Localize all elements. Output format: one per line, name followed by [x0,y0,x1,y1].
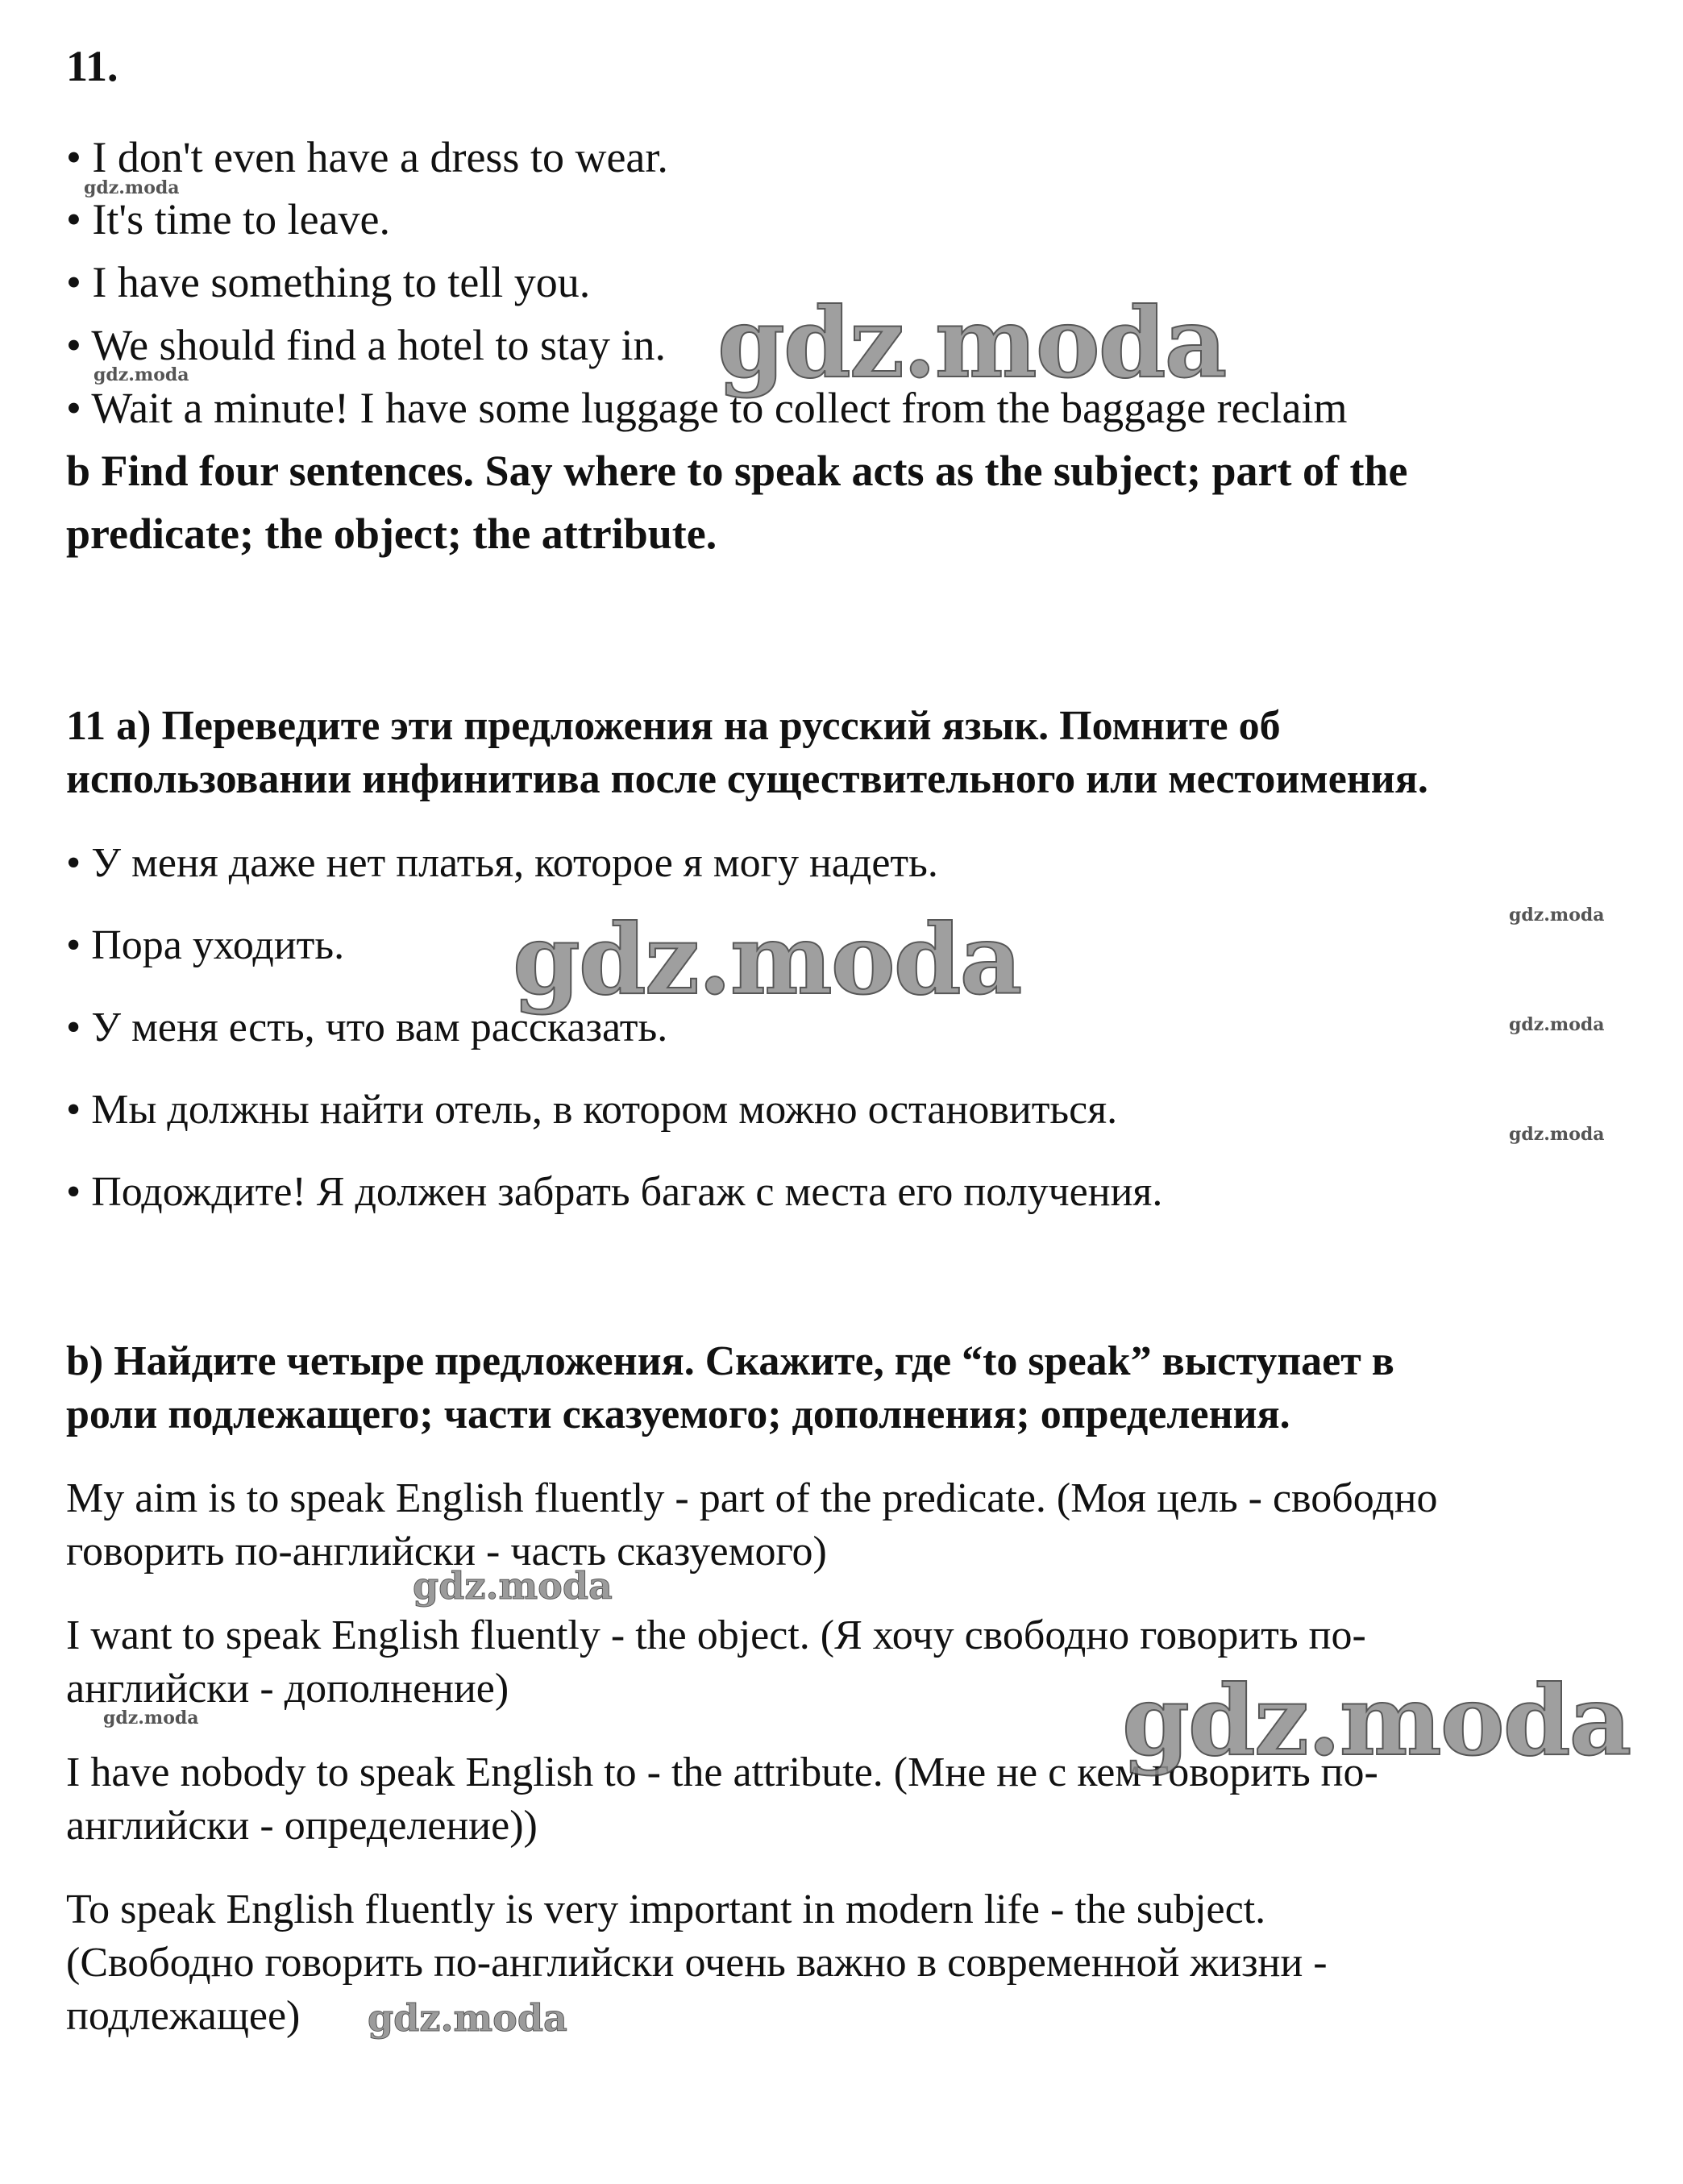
watermark-small: gdz.moda [1509,905,1605,926]
task-a-russian-heading-line-1: 11 а) Переведите эти предложения на русский язык. Помните об [66,703,1281,749]
watermark-small: gdz.moda [103,1708,199,1728]
task-a-russian-heading-line-2: использовании инфинитива после существительного или местоимения. [66,756,1428,802]
watermark-large: gdz.moda [513,903,1021,1017]
russian-translation-3: • У меня есть, что вам рассказать. [66,1005,668,1050]
english-sentence-2: • It's time to leave. [66,195,391,243]
exercise-number: 11. [66,42,118,90]
russian-translation-2: • Пора уходить. [66,922,345,968]
answer-3-line-1: I have nobody to speak English to - the attribute. (Мне не с кем говорить по- [66,1749,1378,1795]
watermark-large: gdz.moda [1122,1664,1631,1778]
answer-4-line-2: (Свободно говорить по-английски очень важно в современной жизни - [66,1940,1328,1986]
english-sentence-4: • We should find a hotel to stay in. [66,321,666,369]
watermark-medium: gdz.moda [368,1996,567,2040]
answer-4-line-1: To speak English fluently is very important in modern life - the subject. [66,1887,1266,1932]
answer-1-line-1: My aim is to speak English fluently - part of the predicate. (Моя цель - свободно [66,1475,1438,1521]
watermark-medium: gdz.moda [413,1564,613,1608]
answer-2-line-2: английски - дополнение) [66,1666,509,1712]
english-sentence-3: • I have something to tell you. [66,258,591,306]
watermark-small: gdz.moda [94,364,189,385]
watermark-large: gdz.moda [717,286,1226,400]
russian-translation-1: • У меня даже нет платья, которое я могу надеть. [66,840,938,886]
task-b-english-line-1: b Find four sentences. Say where to speak acts as the subject; part of the [66,447,1408,495]
russian-translation-5: • Подождите! Я должен забрать багаж с места его получения. [66,1169,1163,1215]
watermark-small: gdz.moda [1509,1014,1605,1035]
answer-3-line-2: английски - определение)) [66,1803,538,1849]
watermark-small: gdz.moda [1509,1124,1605,1145]
answer-1-line-2: говорить по-английски - часть сказуемого) [66,1529,827,1575]
task-b-russian-heading-line-1: b) Найдите четыре предложения. Скажите, где “to speak” выступает в [66,1338,1394,1384]
answer-4-line-3: подлежащее) [66,1993,301,2039]
english-sentence-1: • I don't even have a dress to wear. [66,133,668,181]
task-b-russian-heading-line-2: роли подлежащего; части сказуемого; дополнения; определения. [66,1392,1290,1437]
task-b-english-line-2: predicate; the object; the attribute. [66,510,717,558]
watermark-small: gdz.moda [84,177,180,198]
english-sentence-5: • Wait a minute! I have some luggage to collect from the baggage reclaim [66,384,1348,432]
russian-translation-4: • Мы должны найти отель, в котором можно остановиться. [66,1087,1118,1133]
answer-2-line-1: I want to speak English fluently - the object. (Я хочу свободно говорить по- [66,1612,1366,1658]
